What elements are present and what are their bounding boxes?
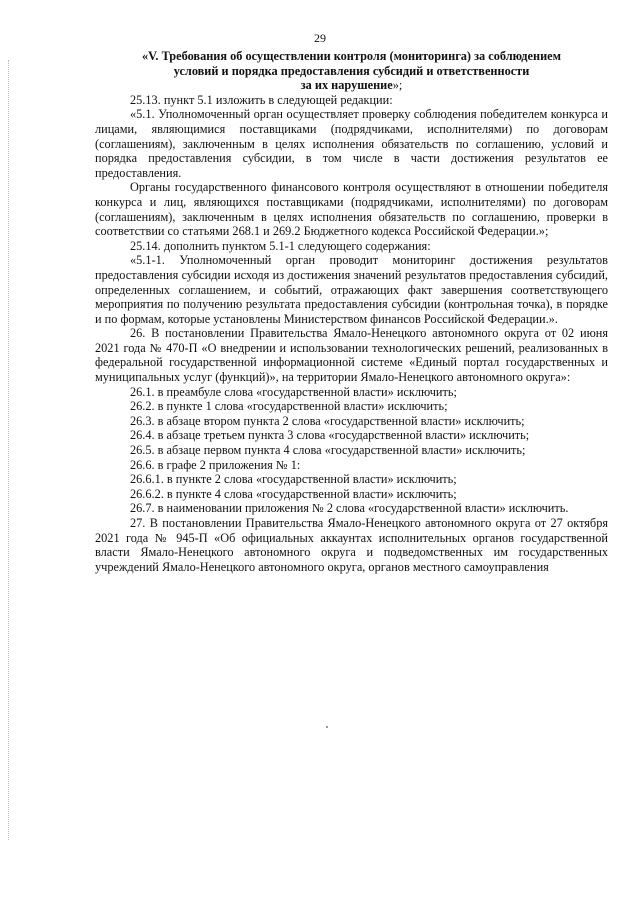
section-heading [95, 49, 608, 93]
scan-speck [326, 726, 328, 728]
paragraph-26-6-1: 26.6.1. в пункте 2 слова «государственной власти» исключить; [130, 472, 457, 487]
paragraph-26-3: 26.3. в абзаце втором пункта 2 слова «государственной власти» исключить; [130, 413, 525, 428]
document-body [95, 49, 608, 574]
paragraph-25-13: 25.13. пункт 5.1 изложить в следующей редакции: [130, 92, 393, 107]
paragraph-26-7: 26.7. в наименовании приложения № 2 слова «государственной власти» исключить. [130, 501, 569, 516]
paragraph-26: 26. В постановлении Правительства Ямало-Ненецкого автономного округа от 02 июня 2021 года № 470-П «О внедрении и использовании технологических решений, реализованных в федеральной государственной информационной системе «Единый портал государственных и муниципальных услуг (функций)», на территории Ямало-Ненецкого автономного округа»: [95, 326, 608, 385]
section-heading-line-3-tail: »; [392, 78, 403, 93]
section-heading-line-3 [95, 78, 608, 93]
paragraph-26-6-2: 26.6.2. в пункте 4 слова «государственной власти» исключить; [130, 486, 457, 501]
paragraph-26-4: 26.4. в абзаце третьем пункта 3 слова «государственной власти» исключить; [130, 428, 530, 443]
paragraph-5-1-1: «5.1-1. Уполномоченный орган проводит мониторинг достижения результатов предоставления субсидии исходя из достижения значений результатов предоставления субсидий, определенных соглашением, и событий, отражающих факт завершения соответствующего мероприятия по получению результата предоставления субсидии (контрольная точка), в порядке и по формам, которые установлены Министерством финансов Российской Федерации.». [95, 253, 608, 326]
paragraph-27: 27. В постановлении Правительства Ямало-Ненецкого автономного округа от 27 октября 2021 года № 945-П «Об официальных аккаунтах исполнительных органов государственной власти Ямало-Ненецкого автономного округа и подведомственных им государственных учреждений Ямало-Ненецкого автономного округа, органов местного самоуправления [95, 516, 608, 574]
paragraph-26-5: 26.5. в абзаце первом пункта 4 слова «государственной власти» исключить; [130, 443, 526, 458]
section-heading-line-3-text: за их нарушение [300, 78, 393, 93]
section-heading-line-2: условий и порядка предоставления субсидий и ответственности [173, 63, 530, 78]
paragraph-26-6: 26.6. в графе 2 приложения № 1: [130, 457, 301, 472]
paragraph-26-2: 26.2. в пункте 1 слова «государственной власти» исключить; [130, 399, 448, 414]
paragraph-5-1: «5.1. Уполномоченный орган осуществляет проверку соблюдения победителем конкурса и лицами, являющимися поставщиками (подрядчиками, исполнителями) по договорам (соглашениям), заключенным в целях исполнения обязательств по соглашению, условий и порядка предоставления субсидии, в том числе в части достижения результатов ее предоставления. [95, 107, 608, 180]
paragraph-financial-control: Органы государственного финансового контроля осуществляют в отношении победителя конкурса и лиц, являющихся поставщиками (подрядчиками, исполнителями) по договорам (соглашениям), заключенным в целях исполнения обязательств по соглашению, проверки в соответствии со статьями 268.1 и 269.2 Бюджетного кодекса Российской Федерации.»; [95, 180, 608, 239]
page-number: 29 [314, 31, 326, 45]
paragraph-25-14: 25.14. дополнить пунктом 5.1-1 следующего содержания: [130, 238, 431, 253]
scan-margin-marks [8, 60, 13, 840]
paragraph-26-1: 26.1. в преамбуле слова «государственной власти» исключить; [130, 384, 457, 399]
section-heading-line-1: «V. Требования об осуществлении контроля (мониторинга) за соблюдением [141, 49, 561, 63]
